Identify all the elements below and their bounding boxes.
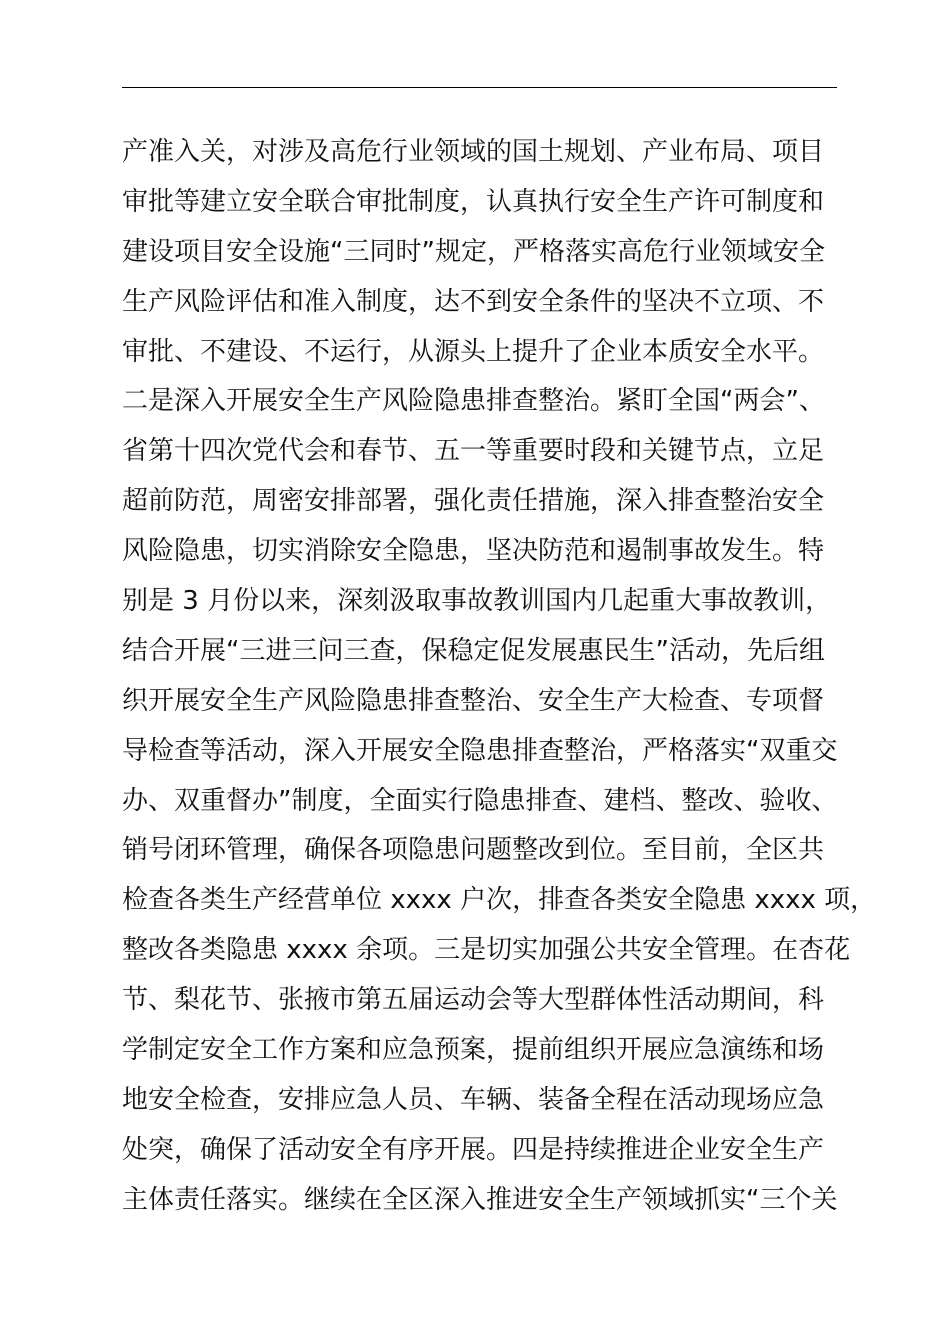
text-line: 织开展安全生产风险隐患排查整治、安全生产大检查、专项督 [122,685,825,716]
text-line: 风险隐患，切实消除安全隐患，坚决防范和遏制事故发生。特 [122,536,825,567]
text-line: 整改各类隐患 xxxx 余项。三是切实加强公共安全管理。在杏花 [122,935,851,966]
text-line: 节、梨花节、张掖市第五届运动会等大型群体性活动期间，科 [122,985,825,1016]
text-line: 别是 3 月份以来，深刻汲取事故教训国内几起重大事故教训， [122,586,832,617]
text-line: 产准入关，对涉及高危行业领域的国土规划、产业布局、项目 [122,137,825,167]
text-line: 审批等建立安全联合审批制度，认真执行安全生产许可制度和 [122,186,825,217]
text-line: 办、双重督办”制度，全面实行隐患排查、建档、整改、验收、 [122,785,838,816]
text-line: 销号闭环管理，确保各项隐患问题整改到位。至目前，全区共 [122,835,825,866]
text-line: 建设项目安全设施“三同时”规定，严格落实高危行业领域安全 [122,236,825,267]
text-line: 学制定安全工作方案和应急预案，提前组织开展应急演练和场 [122,1035,825,1066]
text-line: 审批、不建设、不运行，从源头上提升了企业本质安全水平。 [122,336,825,367]
text-line: 地安全检查，安排应急人员、车辆、装备全程在活动现场应急 [122,1084,825,1115]
text-line: 结合开展“三进三问三查，保稳定促发展惠民生”活动，先后组 [122,635,825,666]
text-line: 检查各类生产经营单位 xxxx 户次，排查各类安全隐患 xxxx 项， [122,885,877,916]
text-line: 处突，确保了活动安全有序开展。四是持续推进企业安全生产 [122,1134,825,1165]
text-line: 二是深入开展安全生产风险隐患排查整治。紧盯全国“两会”、 [122,386,825,417]
header-rule [122,87,837,88]
text-line: 主体责任落实。继续在全区深入推进安全生产领域抓实“三个关 [122,1184,838,1215]
text-line: 导检查等活动，深入开展安全隐患排查整治，严格落实“双重交 [122,735,838,766]
body-text [122,128,882,1226]
text-line: 超前防范，周密安排部署，强化责任措施，深入排查整治安全 [122,486,825,517]
text-line: 省第十四次党代会和春节、五一等重要时段和关键节点，立足 [122,436,825,467]
text-line: 生产风险评估和准入制度，达不到安全条件的坚决不立项、不 [122,286,825,317]
